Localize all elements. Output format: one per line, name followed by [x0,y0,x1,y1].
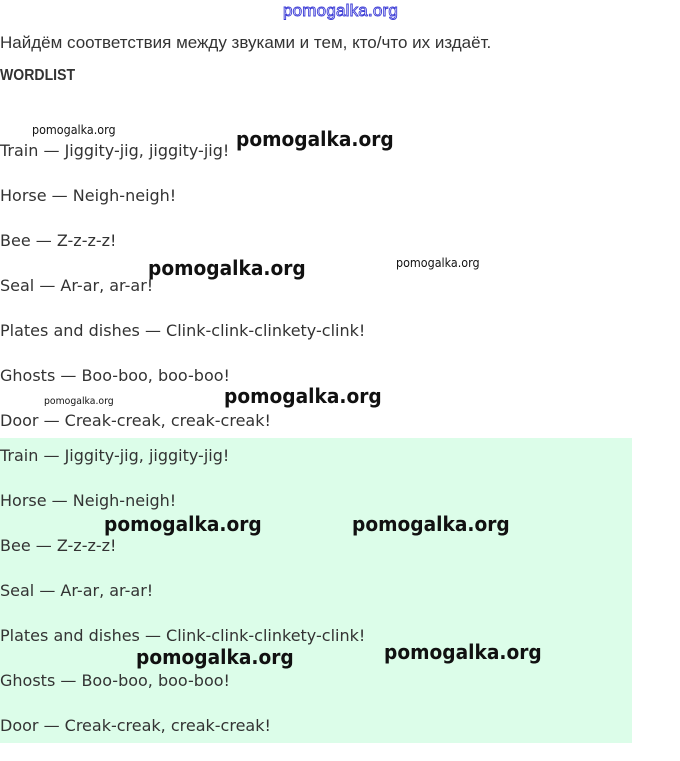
list-item: Horse — Neigh-neigh! [0,491,177,510]
list-item: Bee — Z-z-z-z! [0,536,117,555]
list-item: Bee — Z-z-z-z! [0,231,117,250]
list-item: Ghosts — Boo-boo, boo-boo! [0,366,230,385]
list-item: Seal — Ar-ar, ar-ar! [0,276,154,295]
list-item: Ghosts — Boo-boo, boo-boo! [0,671,230,690]
wordlist-heading: WORDLIST [0,67,76,84]
obscured-text [30,124,160,137]
site-link[interactable]: pomogalka.org [283,1,399,20]
watermark: pomogalka.org [224,384,382,408]
list-item: Horse — Neigh-neigh! [0,186,177,205]
word-list-highlighted [0,438,632,743]
watermark: pomogalka.org [352,512,510,536]
watermark: pomogalka.org [148,256,306,280]
list-item: Plates and dishes — Clink-clink-clinkety-clink! [0,626,366,645]
watermark: pomogalka.org [384,640,542,664]
list-item: Door — Creak-creak, creak-creak! [0,411,271,430]
watermark: pomogalka.org [136,645,294,669]
word-list [0,141,640,456]
list-item: Seal — Ar-ar, ar-ar! [0,581,154,600]
list-item: Train — Jiggity-jig, jiggity-jig! [0,446,230,465]
list-item: Plates and dishes — Clink-clink-clinkety-clink! [0,321,366,340]
watermark: pomogalka.org [32,123,116,137]
list-item: Door — Creak-creak, creak-creak! [0,716,271,735]
intro-text: Найдём соответствия между звуками и тем, кто/что их издаёт. [0,33,492,52]
watermark: pomogalka.org [44,396,114,407]
watermark: pomogalka.org [236,127,394,151]
list-item: Train — Jiggity-jig, jiggity-jig! [0,141,230,160]
watermark: pomogalka.org [396,256,480,270]
watermark: pomogalka.org [104,512,262,536]
